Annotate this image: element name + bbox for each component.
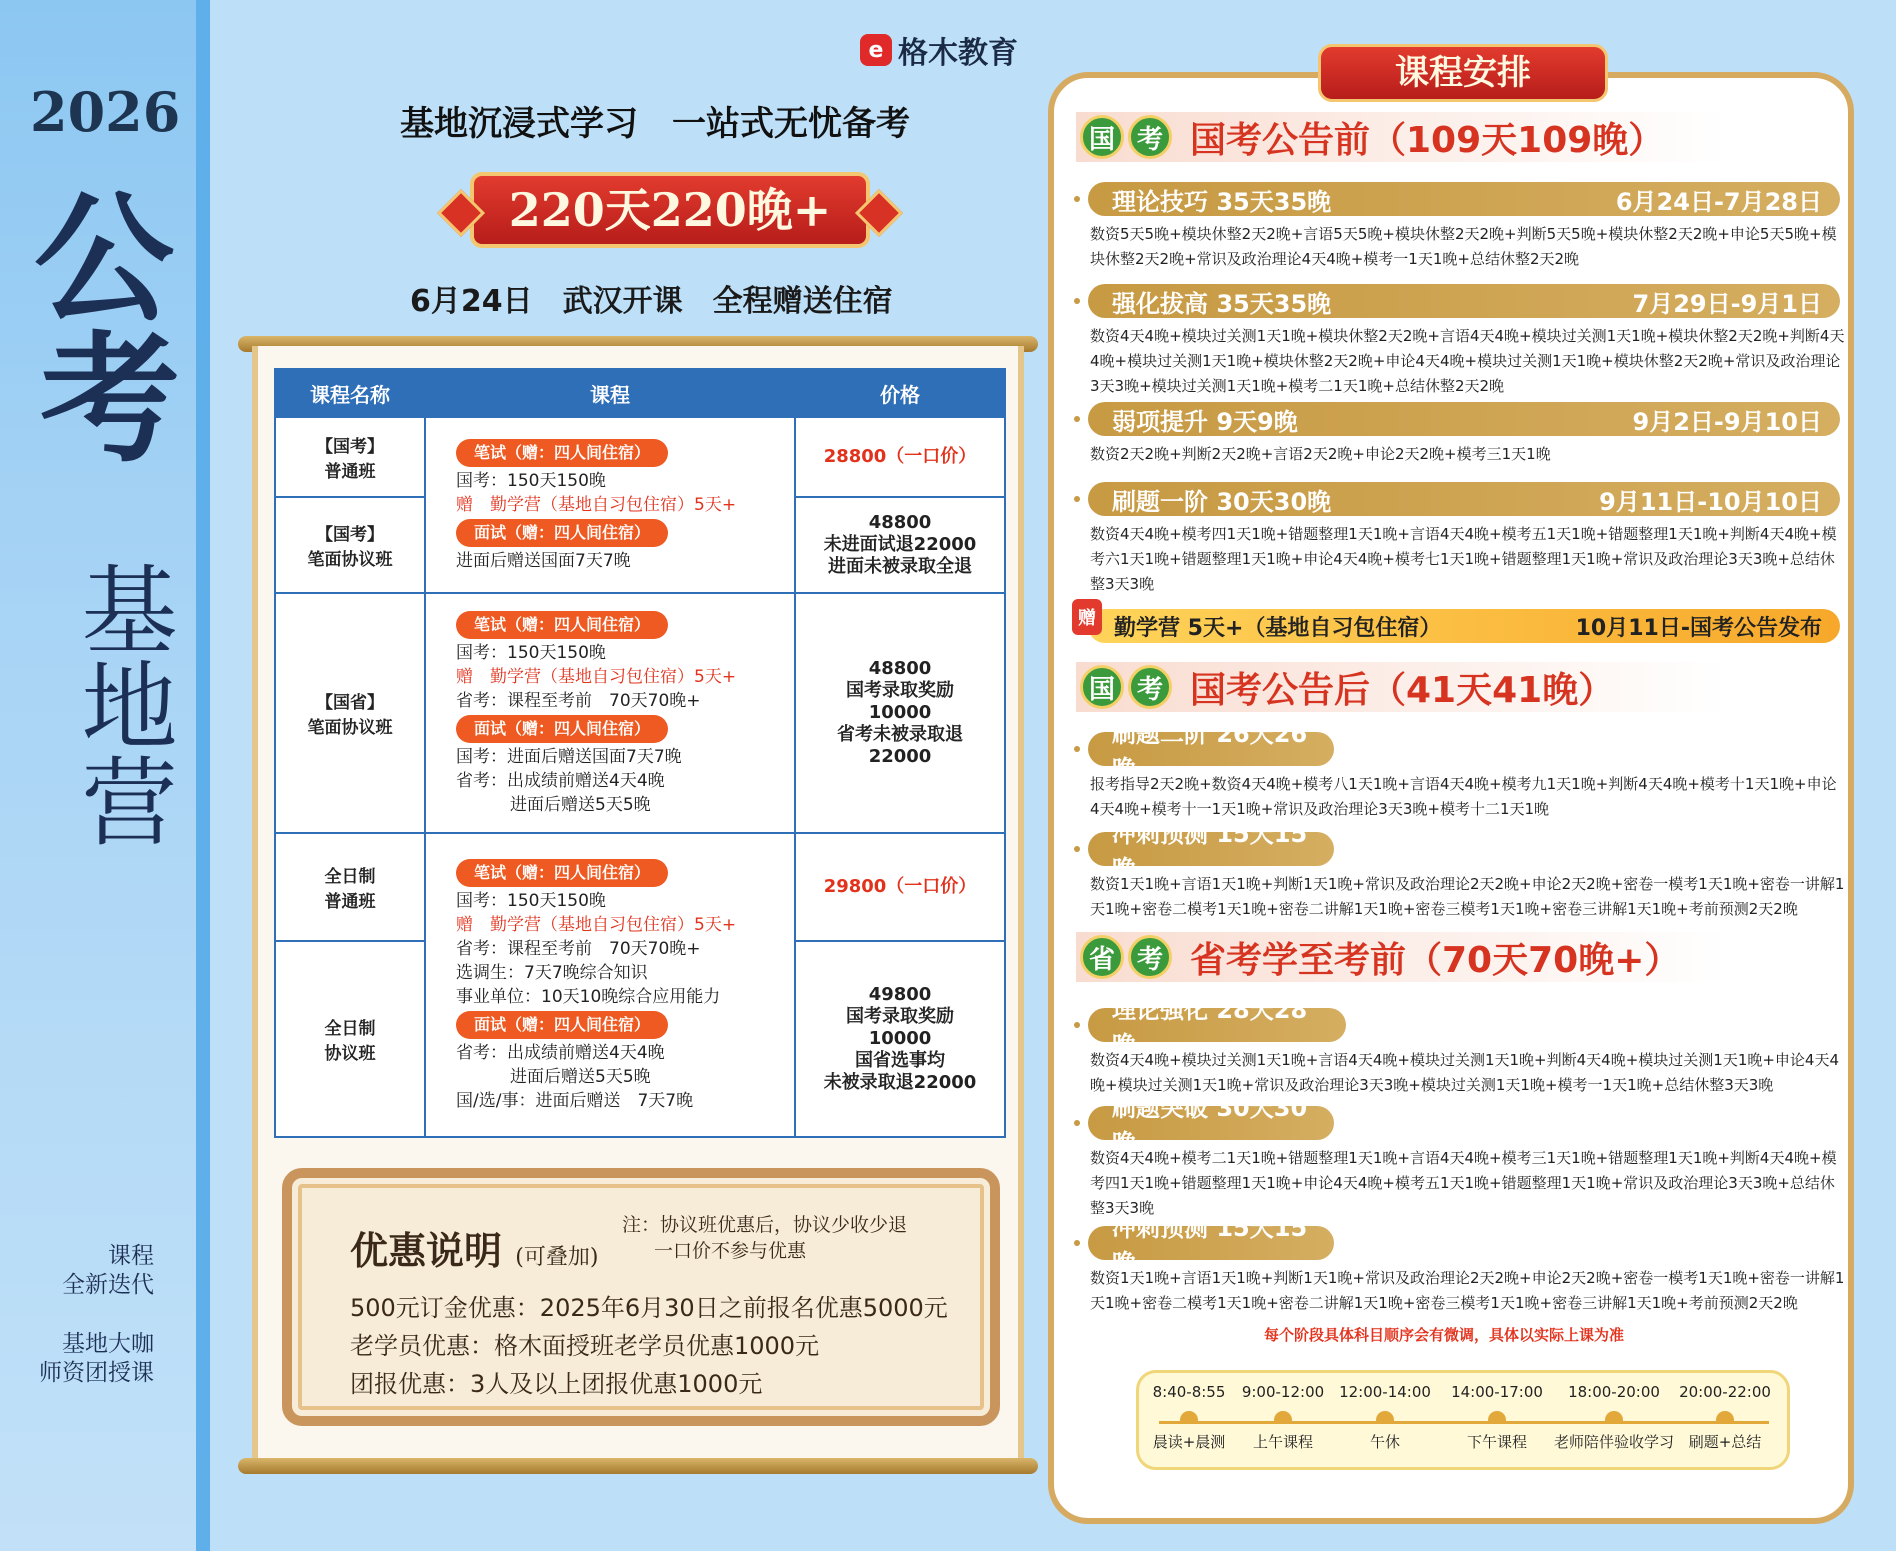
timeline-label: 刷题+总结 xyxy=(1688,1433,1762,1451)
course-cell xyxy=(425,417,795,593)
section-title: 国考公告后（41天41晚） xyxy=(1190,669,1615,711)
stage-name: 刷题一阶 30天30晚 xyxy=(1112,487,1332,516)
seal-icon: 国 xyxy=(1080,665,1124,709)
stage-desc: 数资5天5晚+模块休整2天2晚+言语5天5晚+模块休整2天2晚+判断5天5晚+模块休整2天2晚+申论5天5晚+模块休整2天2晚+常识及政治理论4天4晚+模考一1天1晚+总结休整2天2晚 xyxy=(1090,225,1837,268)
row-name-line: 【国省】 xyxy=(316,693,384,713)
seal-icon: 国 xyxy=(1080,115,1124,159)
row-name-line: 笔面协议班 xyxy=(307,718,393,738)
gift-line: 赠 勤学营（基地自习包住宿）5天+ xyxy=(456,667,737,687)
price-cell xyxy=(795,941,1005,1137)
seal-icon: 考 xyxy=(1128,115,1172,159)
stage-desc: 数资4天4晚+模考二1天1晚+错题整理1天1晚+言语4天4晚+模考三1天1晚+错题整理1天1晚+判断4天4晚+模考四1天1晚+错题整理1天1晚+申论4天4晚+模考五1天1晚+错题整理1天1晚+常识及政治理论3天3晚+总结休整3天3晚 xyxy=(1090,1149,1837,1217)
promo-title-text: 优惠说明 xyxy=(350,1228,503,1273)
course-line: 进面后赠送国面7天7晚 xyxy=(456,551,631,571)
price-line: 国省选事均 xyxy=(855,1050,945,1071)
price-line: 进面未被录取全退 xyxy=(828,556,972,577)
stage-name: 冲刺预测 15天15晚 xyxy=(1112,1214,1308,1277)
promo-subtitle: (可叠加) xyxy=(515,1245,599,1270)
feature-2-line-1: 基地大咖 xyxy=(62,1331,154,1357)
seal-icon: 省 xyxy=(1080,935,1124,979)
brand-name: 格木教育 xyxy=(898,36,1018,71)
course-line: 省考：课程至考前 70天70晚+ xyxy=(456,691,701,711)
cloud-icon xyxy=(1274,1411,1292,1421)
feature-1-line-1: 课程 xyxy=(108,1243,154,1269)
stage-desc: 数资4天4晚+模块过关测1天1晚+模块休整2天2晚+言语4天4晚+模块过关测1天1晚+模块休整2天2晚+判断4天4晚+模块过关测1天1晚+模块休整2天2晚+申论4天4晚+模块过关测1天1晚+模块休整2天2晚+常识及政治理论3天3晚+模块过关测1天1晚+模考二1天1晚+总结休整2天2晚 xyxy=(1090,327,1845,395)
stage-bar xyxy=(1088,402,1840,436)
schedule-title: 课程安排 xyxy=(1318,44,1608,102)
stage-desc: 报考指导2天2晚+数资4天4晚+模考八1天1晚+言语4天4晚+模考九1天1晚+判断4天4晚+模考十1天1晚+申论4天4晚+模考十一1天1晚+常识及政治理论3天3晚+模考十二1天1晚 xyxy=(1090,775,1837,818)
promo-line: 500元订金优惠：2025年6月30日之前报名优惠5000元 xyxy=(350,1294,948,1322)
seal-icon: 考 xyxy=(1128,665,1172,709)
price-cell: 29800（一口价） xyxy=(795,833,1005,941)
cloud-icon xyxy=(1605,1411,1623,1421)
stage-bar xyxy=(1088,284,1840,318)
interview-pill: 面试（赠：四人间住宿） xyxy=(456,519,668,547)
gift-tag-icon: 赠 xyxy=(1072,599,1102,635)
year-label: 2026 xyxy=(30,80,181,144)
row-name xyxy=(275,593,425,833)
gift-line: 赠 勤学营（基地自习包住宿）5天+ xyxy=(456,495,737,515)
cloud-icon xyxy=(1488,1411,1506,1421)
stage-bar xyxy=(1088,820,1334,883)
adjust-note: 每个阶段具体科目顺序会有微调，具体以实际上课为准 xyxy=(1264,1326,1625,1344)
stage-name: 刷题突破 30天30晚 xyxy=(1112,1094,1308,1157)
course-line: 事业单位：10天10晚综合应用能力 xyxy=(456,987,721,1007)
section-title: 省考学至考前（70天70晚+） xyxy=(1190,939,1681,981)
brand-mark-icon: e xyxy=(860,34,892,66)
gift-bar xyxy=(1078,608,1840,643)
row-name xyxy=(275,417,425,497)
timeline-time: 12:00-14:00 xyxy=(1339,1383,1431,1401)
timeline-label: 老师陪伴验收学习 xyxy=(1553,1433,1674,1451)
price-line: 未进面试退22000 xyxy=(823,534,977,555)
price-line: 48800 xyxy=(868,658,932,679)
timeline-item xyxy=(1233,1383,1333,1452)
course-line: 国考：150天150晚 xyxy=(456,643,606,663)
stage-date: 9月2日-9月10日 xyxy=(1632,407,1822,436)
written-exam-pill: 笔试（赠：四人间住宿） xyxy=(456,439,668,467)
section-provincial xyxy=(1076,932,1726,982)
open-info: 6月24日 武汉开课 全程赠送住宿 xyxy=(410,284,893,319)
written-exam-pill: 笔试（赠：四人间住宿） xyxy=(456,611,668,639)
stage-date: 9月11日-10月10日 xyxy=(1599,487,1822,516)
row-name xyxy=(275,497,425,593)
row-name-line: 普通班 xyxy=(324,892,376,912)
timeline-item xyxy=(1675,1383,1775,1452)
timeline-label: 晨读+晨测 xyxy=(1152,1433,1226,1451)
stage-bar xyxy=(1088,996,1346,1059)
row-name xyxy=(275,833,425,941)
course-line: 国考：150天150晚 xyxy=(456,471,606,491)
stage-name: 强化拔高 35天35晚 xyxy=(1112,289,1332,318)
row-name-line: 全日制 xyxy=(324,867,376,887)
timeline-item xyxy=(1139,1383,1239,1452)
title-char-2: 考 xyxy=(40,318,181,482)
promo-box xyxy=(282,1168,1000,1426)
row-name-line: 【国考】 xyxy=(316,437,384,457)
scroll-rod-bottom xyxy=(238,1458,1038,1474)
section-title: 国考公告前（109天109晚） xyxy=(1190,119,1665,161)
cloud-icon xyxy=(1180,1411,1198,1421)
timeline-time: 14:00-17:00 xyxy=(1451,1383,1543,1401)
feature-2 xyxy=(39,1330,154,1388)
price-line: 49800 xyxy=(868,984,932,1005)
price-line: 省考未被录取退 xyxy=(837,724,963,745)
header-course-name: 课程名称 xyxy=(275,369,425,417)
feature-1-line-2: 全新迭代 xyxy=(62,1271,154,1298)
course-line: 国考：进面后赠送国面7天7晚 xyxy=(456,747,682,767)
row-name-line: 笔面协议班 xyxy=(307,550,393,570)
header-course: 课程 xyxy=(425,369,795,417)
stage-desc: 数资4天4晚+模块过关测1天1晚+言语4天4晚+模块过关测1天1晚+判断4天4晚+模块过关测1天1晚+申论4天4晚+模块过关测1天1晚+常识及政治理论3天3晚+模块过关测1天1晚+模考一1天1晚+总结休整3天3晚 xyxy=(1090,1051,1840,1094)
seal-icon: 考 xyxy=(1128,935,1172,979)
timeline-time: 20:00-22:00 xyxy=(1679,1383,1771,1401)
gift-date: 10月11日-国考公告发布 xyxy=(1575,615,1822,641)
price-line: 48800 xyxy=(868,512,932,533)
price-cell: 28800（一口价） xyxy=(795,417,1005,497)
header-price: 价格 xyxy=(795,369,1005,417)
stage-desc: 数资1天1晚+言语1天1晚+判断1天1晚+常识及政治理论2天2晚+申论2天2晚+密卷一模考1天1晚+密卷一讲解1天1晚+密卷二模考1天1晚+密卷二讲解1天1晚+密卷三模考1天1晚+密卷三讲解1天1晚+考前预测2天2晚 xyxy=(1090,1269,1845,1312)
stage-name: 刷题二阶 26天26晚 xyxy=(1112,720,1308,783)
course-line: 选调生：7天7晚综合知识 xyxy=(456,963,648,983)
section-national-after xyxy=(1076,662,1726,712)
course-line: 进面后赠送5天5晚 xyxy=(510,1067,651,1087)
cloud-icon xyxy=(1376,1411,1394,1421)
promo-line: 老学员优惠：格木面授班老学员优惠1000元 xyxy=(350,1332,820,1360)
course-line: 省考：出成绩前赠送4天4晚 xyxy=(456,771,665,791)
feature-2-line-2: 师资团授课 xyxy=(39,1359,154,1386)
course-line: 国/选/事：进面后赠送 7天7晚 xyxy=(456,1091,694,1111)
stage-desc: 数资2天2晚+判断2天2晚+言语2天2晚+申论2天2晚+模考三1天1晚 xyxy=(1090,445,1551,463)
price-line: 国考录取奖励 xyxy=(846,680,954,701)
promo-note-line: 注：协议班优惠后，协议少收少退 xyxy=(622,1214,908,1236)
promo-title xyxy=(350,1220,598,1275)
written-exam-pill: 笔试（赠：四人间住宿） xyxy=(456,859,668,887)
stage-date: 6月24日-7月28日 xyxy=(1615,187,1822,216)
daily-timeline xyxy=(1136,1370,1790,1470)
title-char-1: 公 xyxy=(34,178,175,342)
timeline-label: 上午课程 xyxy=(1252,1433,1313,1451)
timeline-time: 8:40-8:55 xyxy=(1152,1383,1226,1401)
title-vertical: 基地营 xyxy=(66,560,178,848)
row-name-line: 【国考】 xyxy=(316,525,384,545)
stage-name: 理论技巧 35天35晚 xyxy=(1112,187,1332,216)
course-line: 国考：150天150晚 xyxy=(456,891,606,911)
price-cell xyxy=(795,497,1005,593)
stage-bar xyxy=(1088,1094,1334,1157)
promo-line: 团报优惠：3人及以上团报优惠1000元 xyxy=(350,1370,763,1398)
timeline-label: 午休 xyxy=(1369,1433,1400,1451)
gift-name: 勤学营 5天+（基地自习包住宿） xyxy=(1114,615,1442,641)
stage-bar xyxy=(1088,720,1334,783)
stage-date: 7月29日-9月1日 xyxy=(1632,289,1822,318)
price-table xyxy=(274,368,1006,1138)
course-line: 省考：出成绩前赠送4天4晚 xyxy=(456,1043,665,1063)
course-line: 省考：课程至考前 70天70晚+ xyxy=(456,939,701,959)
row-name-line: 协议班 xyxy=(324,1044,376,1064)
price-line: 10000 xyxy=(868,702,932,723)
sidebar xyxy=(0,0,210,1551)
promo-note xyxy=(622,1212,907,1264)
stage-name: 弱项提升 9天9晚 xyxy=(1112,407,1298,436)
row-name xyxy=(275,941,425,1137)
cloud-icon xyxy=(1716,1411,1734,1421)
course-cell xyxy=(425,833,795,1137)
timeline-item xyxy=(1549,1383,1679,1452)
price-line: 10000 xyxy=(868,1028,932,1049)
price-cell xyxy=(795,593,1005,833)
price-line: 22000 xyxy=(868,746,932,767)
timeline-time: 9:00-12:00 xyxy=(1241,1383,1325,1401)
timeline-item xyxy=(1335,1383,1435,1452)
timeline-label: 下午课程 xyxy=(1466,1433,1527,1451)
slogan: 基地沉浸式学习 一站式无忧备考 xyxy=(400,104,910,144)
timeline-item xyxy=(1447,1383,1547,1452)
row-name-line: 普通班 xyxy=(324,462,376,482)
stage-bar xyxy=(1088,482,1840,516)
section-national-before xyxy=(1076,112,1726,162)
course-line: 进面后赠送5天5晚 xyxy=(510,795,651,815)
interview-pill: 面试（赠：四人间住宿） xyxy=(456,1011,668,1039)
brand-logo xyxy=(860,28,1018,72)
stage-name: 冲刺预测 15天15晚 xyxy=(1112,820,1308,883)
gift-line: 赠 勤学营（基地自习包住宿）5天+ xyxy=(456,915,737,935)
row-name-line: 全日制 xyxy=(324,1019,376,1039)
duration-ribbon: 220天220晚+ xyxy=(470,172,870,248)
promo-note-line: 一口价不参与优惠 xyxy=(654,1240,807,1262)
timeline-time: 18:00-20:00 xyxy=(1568,1383,1660,1401)
feature-1 xyxy=(62,1242,154,1300)
stage-bar xyxy=(1088,182,1840,216)
price-line: 国考录取奖励 xyxy=(846,1006,954,1027)
stage-bar xyxy=(1088,1214,1334,1277)
stage-desc: 数资4天4晚+模考四1天1晚+错题整理1天1晚+言语4天4晚+模考五1天1晚+错题整理1天1晚+判断4天4晚+模考六1天1晚+错题整理1天1晚+申论4天4晚+模考七1天1晚+错题整理1天1晚+常识及政治理论3天3晚+总结休整3天3晚 xyxy=(1090,525,1837,593)
course-cell xyxy=(425,593,795,833)
price-line: 未被录取退22000 xyxy=(823,1072,977,1093)
stage-name: 理论强化 28天28晚 xyxy=(1112,996,1308,1059)
stage-desc: 数资1天1晚+言语1天1晚+判断1天1晚+常识及政治理论2天2晚+申论2天2晚+密卷一模考1天1晚+密卷一讲解1天1晚+密卷二模考1天1晚+密卷二讲解1天1晚+密卷三模考1天1晚+密卷三讲解1天1晚+考前预测2天2晚 xyxy=(1090,875,1845,918)
interview-pill: 面试（赠：四人间住宿） xyxy=(456,715,668,743)
